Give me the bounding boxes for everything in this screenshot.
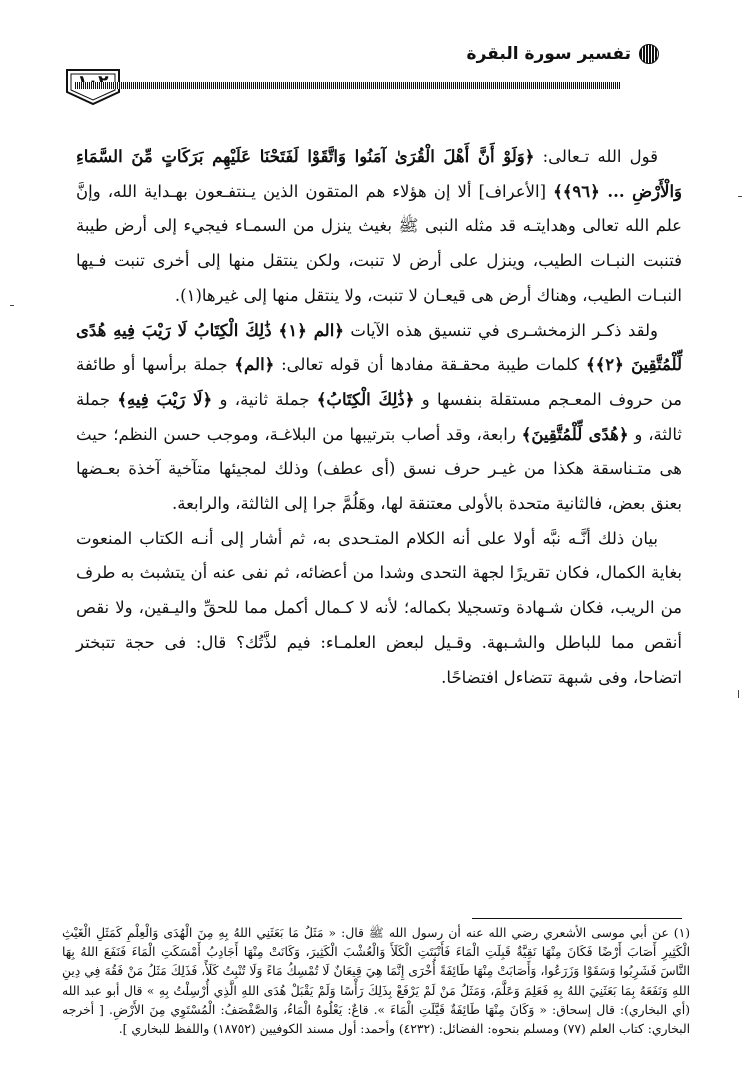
- text-run: جملة ثانية، و: [212, 389, 317, 409]
- quran-verse: ﴿لَا رَيْبَ فِيهِ﴾: [117, 389, 213, 409]
- running-header: [359, 44, 659, 64]
- header-title: تفسير سورة البقرة: [466, 44, 631, 64]
- text-run: كلمات طيبة محقـقة مفادها أن قوله تعالى:: [274, 355, 586, 375]
- paragraph: [76, 140, 682, 314]
- text-run: رابعة، وقد أصاب بترتيبها من البلاغـة، وموجب حسن النظم؛ حيث هى متـناسقة هكذا من غيـر حرف نسق (أى عطف) وذلك لمجيئها متآخية آخذة بعـضها بعنق بعض، فالثانية متحدة بالأولى معتنقة لها، وهَلُمَّ جرا إلى الثالثة، والرابعة.: [76, 424, 682, 514]
- text-run: قول الله تـعالى:: [534, 147, 658, 166]
- paragraph: [76, 314, 682, 522]
- footnote-1: (١) عن أبي موسى الأشعري رضي الله عنه أن رسول الله ﷺ قال: « مَثَلُ مَا بَعَثَنِي اللهُ بِهِ مِنَ الْهُدَى وَالْعِلْمِ كَمَثَلِ الْغَيْثِ الْكَثِيرِ أَصَابَ أَرْضًا فَكَانَ مِنْهَا نَقِيَّةٌ قَبِلَتِ الْمَاءَ فَأَنْبَتَتِ الْكَلَأَ وَالْعُشْبَ الْكَثِيرَ، وَكَانَتْ مِنْهَا أَجَادِبُ أَمْسَكَتِ الْمَاءَ فَنَفَعَ اللهُ بِهَا النَّاسَ فَشَرِبُوا وَسَقَوْا وَزَرَعُوا، وَأَصَابَتْ مِنْهَا طَائِفَةً أُخْرَى إِنَّمَا هِيَ قِيعَانٌ لَا تُمْسِكُ مَاءً وَلَا تُنْبِتُ كَلَأً، فَذَلِكَ مَثَلُ مَنْ فَقُهَ فِي دِينِ اللهِ وَنَفَعَهُ بِمَا بَعَثَنِيَ اللهُ بِهِ فَعَلِمَ وَعَلَّمَ، وَمَثَلُ مَنْ لَمْ يَرْفَعْ بِذَلِكَ رَأْسًا وَلَمْ يَقْبَلْ هُدَى اللهِ الَّذِي أُرْسِلْتُ بِهِ » قال أبو عبد الله (أي البخاري): قال إسحاق: « وَكَانَ مِنْهَا طَائِفَةٌ قَيَّلَتِ الْمَاءَ ». قاعٌ: يَعْلُوهُ الْمَاءُ، وَالصَّفْصَفُ: الْمُسْتَوِي مِنَ الأَرْضِ. [ أخرجه البخاري: كتاب العلم (٧٧) ومسلم بنحوه: الفضائل: (٤٢٣٢) وأحمد: أول مسند الكوفيين (١٨٧٥٢) واللفظ للبخاري ].: [62, 926, 690, 1037]
- quran-verse: ﴿الم ﴿١﴾ ذَٰلِكَ الْكِتَابُ لَا رَيْبَ فِيهِ هُدًى لِّلْمُتَّقِينَ ﴿٢﴾﴾: [76, 320, 682, 375]
- header-rule: [75, 82, 620, 89]
- text-run: بيان ذلك أنَّـه نبَّه أولا على أنه الكلام المتـحدى به، ثم أشار إلى أنـه الكتاب المنعوت بغاية الكمال، فكان تقريرًا لجهة التحدى وشدا من أعضائه، ثم نفى عنه أن يتشبث به طرف من الريب، فكان شـهادة وتسجيلا بكماله؛ لأنه لا كـمال أكمل مما للحقِّ واليـقين، ولا نقص أنقص مما للباطل والشـبهة. وقـيل لبعض العلمـاء: فيم لذَّتُك؟ قال: فى حجة تتبختر اتضاحا، وفى شبهة تتضاءل افتضاحًا.: [76, 528, 682, 687]
- scan-mark: [10, 305, 14, 306]
- footnote-rule: [472, 918, 682, 919]
- scan-mark: [738, 196, 742, 197]
- text-run: [الأعراف] ألا إن هؤلاء هم المتقون الذين يـنتفـعون بهـداية الله، وإنَّ علم الله تعالى وهدايتـه قد مثله النبى ﷺ بغيث ينزل من السمـاء فيجيء إلى أرض طيبة فتنبت النبـات الطيب، وينزل على أرض لا تنبت، ولكن ينتقل منها إلى أخرى تنبت فـيها النبـات الطيب، وهناك أرض هى قيعـان لا تنبت، ولا ينتقل منها إلى غيرها(١).: [76, 181, 682, 305]
- text-run: ولقد ذكـر الزمخشـرى في تنسيق هذه الآيات: [343, 320, 658, 340]
- quran-verse: ﴿ذَٰلِكَ الْكِتَابُ﴾: [316, 389, 415, 409]
- text-run: جملة برأسها أو طائفة من حروف المعـجم مستقلة بنفسها و: [76, 355, 683, 409]
- paragraph: [76, 522, 682, 696]
- quran-verse: ﴿وَلَوْ أَنَّ أَهْلَ الْقُرَىٰ آمَنُوا وَاتَّقَوْا لَفَتَحْنَا عَلَيْهِم بَرَكَاتٍ مِّنَ السَّمَاءِ وَالْأَرْضِ ... ﴿٩٦﴾﴾: [76, 147, 682, 201]
- scan-mark: [738, 690, 739, 698]
- main-text: [76, 140, 682, 695]
- text-run: جملة ثالثة، و: [76, 389, 682, 444]
- footnotes: [62, 924, 690, 1039]
- quran-verse: ﴿الم﴾: [234, 355, 275, 375]
- quran-verse: ﴿هُدًى لِّلْمُتَّقِينَ﴾: [521, 424, 629, 444]
- ornament-icon: [639, 44, 659, 64]
